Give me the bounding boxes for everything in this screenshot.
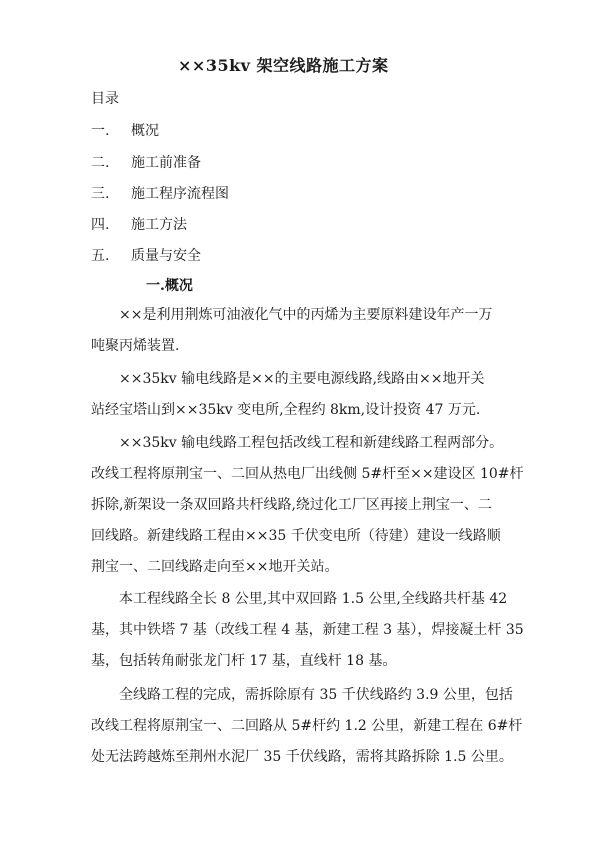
paragraph-line: 处无法跨越炼至荆州水泥厂 35 千伏线路，需将其路拆除 1.5 公里。 — [91, 749, 513, 765]
body-paragraph — [91, 584, 524, 677]
paragraph-line: 荆宝一、二回线路走向至××地开关站。 — [91, 559, 339, 575]
paragraph-line: 基，其中铁塔 7 基（改线工程 4 基，新建工程 3 基），焊接凝土杆 35 — [91, 622, 524, 638]
toc-item-number: 五. — [91, 248, 110, 264]
body-paragraph — [91, 428, 524, 583]
document-title: ××35kv 架空线路施工方案 — [178, 56, 389, 75]
paragraph-line: ××35kv 输电线路工程包括改线工程和新建线路工程两部分。 — [119, 435, 504, 451]
toc-item — [91, 183, 229, 203]
body-paragraph — [91, 680, 521, 773]
toc-item-label: 施工程序流程图 — [131, 186, 229, 202]
toc-item — [91, 120, 159, 140]
paragraph-line: 基，包括转角耐张龙门杆 17 基，直线杆 18 基。 — [91, 653, 397, 669]
section-heading: 一.概况 — [146, 278, 193, 294]
paragraph-line: 回线路。新建线路工程由××35 千伏变电所（待建）建设一线路顺 — [91, 528, 501, 544]
toc-heading: 目录 — [91, 91, 119, 107]
toc-item-label: 施工方法 — [131, 217, 187, 233]
toc-item-label: 施工前准备 — [131, 155, 201, 171]
paragraph-line: 站经宝塔山到××35kv 变电所,全程约 8km,设计投资 47 万元. — [91, 402, 481, 418]
paragraph-line: 改线工程将原荆宝一、二回从热电厂出线侧 5#杆至××建设区 10#杆 — [91, 466, 524, 482]
paragraph-line: ××是利用荆炼可油液化气中的丙烯为主要原料建设年产一万 — [119, 307, 493, 323]
paragraph-line: ××35kv 输电线路是××的主要电源线路,线路由××地开关 — [119, 371, 485, 387]
toc-item-label: 质量与安全 — [131, 248, 201, 264]
toc-item-label: 概况 — [131, 123, 159, 139]
toc-item — [91, 152, 201, 172]
toc-item-number: 一. — [91, 123, 110, 139]
toc-item-number: 四. — [91, 217, 110, 233]
toc-item-number: 二. — [91, 155, 110, 171]
paragraph-line: 吨聚丙烯装置. — [91, 338, 180, 354]
toc-item — [91, 214, 187, 234]
paragraph-line: 本工程线路全长 8 公里,其中双回路 1.5 公里,全线路共杆基 42 — [119, 591, 508, 607]
body-paragraph — [91, 364, 521, 426]
toc-item — [91, 245, 201, 265]
toc-item-number: 三. — [91, 186, 110, 202]
body-paragraph — [91, 300, 521, 362]
paragraph-line: 改线工程将原荆宝一、二回路从 5#杆约 1.2 公里，新建工程在 6#杆 — [91, 718, 523, 734]
paragraph-line: 拆除,新架设一条双回路共杆线路,绕过化工厂区再接上荆宝一、二 — [91, 497, 492, 513]
paragraph-line: 全线路工程的完成，需拆除原有 35 千伏线路约 3.9 公里，包括 — [119, 687, 513, 703]
